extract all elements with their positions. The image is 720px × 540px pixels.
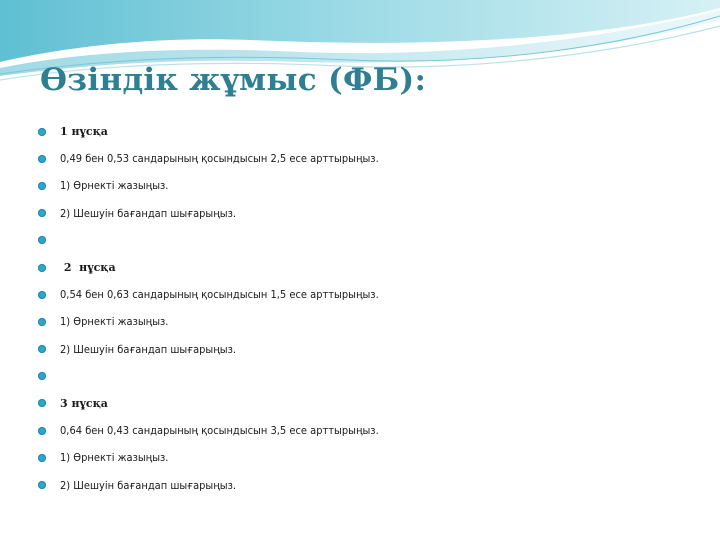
bullet-dot-icon: [38, 345, 46, 353]
bullet-dot-icon: [38, 427, 46, 435]
bullet-text: 1) Өрнекті жазыңыз.: [60, 179, 169, 193]
bullet-item: [38, 363, 698, 390]
bullet-dot-icon: [38, 291, 46, 299]
bullet-item: [38, 390, 698, 417]
bullet-item: [38, 444, 698, 471]
bullet-item: [38, 200, 698, 227]
bullet-dot-icon: [38, 372, 46, 380]
bullet-item: [38, 417, 698, 444]
bullet-item: [38, 281, 698, 308]
bullet-item: [38, 172, 698, 199]
bullet-text: 1) Өрнекті жазыңыз.: [60, 315, 169, 329]
bullet-item: [38, 145, 698, 172]
bullet-text: 1) Өрнекті жазыңыз.: [60, 451, 169, 465]
bullet-item: [38, 308, 698, 335]
bullet-item: [38, 227, 698, 254]
bullet-dot-icon: [38, 236, 46, 244]
bullet-dot-icon: [38, 128, 46, 136]
bullet-text: 0,49 бен 0,53 сандарының қосындысын 2,5 есе арттырыңыз.: [60, 152, 379, 166]
bullet-dot-icon: [38, 399, 46, 407]
bullet-dot-icon: [38, 209, 46, 217]
bullet-list: [38, 118, 698, 499]
variant-heading: 2 нұсқа: [60, 261, 116, 275]
variant-heading: 3 нұсқа: [60, 396, 108, 410]
bullet-dot-icon: [38, 264, 46, 272]
variant-heading: 1 нұсқа: [60, 125, 108, 139]
bullet-text: 0,54 бен 0,63 сандарының қосындысын 1,5 есе арттырыңыз.: [60, 288, 379, 302]
bullet-item: [38, 336, 698, 363]
bullet-item: [38, 118, 698, 145]
bullet-dot-icon: [38, 454, 46, 462]
bullet-dot-icon: [38, 318, 46, 326]
bullet-item: [38, 254, 698, 281]
bullet-dot-icon: [38, 155, 46, 163]
bullet-dot-icon: [38, 182, 46, 190]
bullet-dot-icon: [38, 481, 46, 489]
slide-title: Өзіндік жұмыс (ФБ):: [40, 62, 427, 98]
bullet-text: 2) Шешуін бағандап шығарыңыз.: [60, 478, 237, 492]
bullet-text: 2) Шешуін бағандап шығарыңыз.: [60, 342, 237, 356]
bullet-item: [38, 471, 698, 498]
bullet-text: 0,64 бен 0,43 сандарының қосындысын 3,5 есе арттырыңыз.: [60, 424, 379, 438]
bullet-text: 2) Шешуін бағандап шығарыңыз.: [60, 206, 237, 220]
